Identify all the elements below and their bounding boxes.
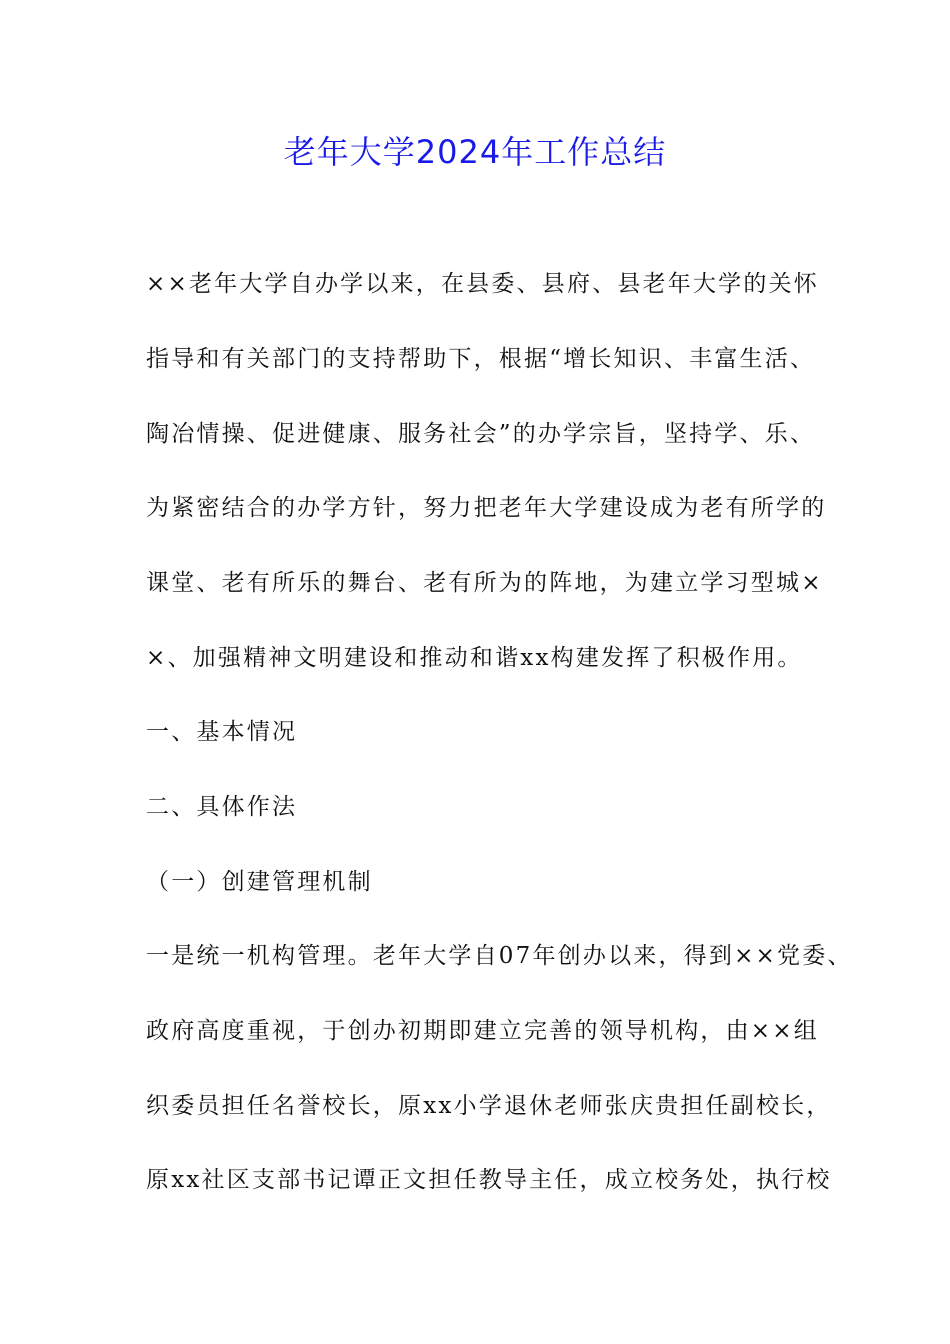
subsection-heading: （一）创建管理机制: [146, 869, 373, 895]
section-heading: 一、基本情况: [146, 719, 298, 745]
body-line: 陶冶情操、促进健康、服务社会”的办学宗旨，坚持学、乐、: [146, 421, 816, 447]
body-line: 织委员担任名誉校长，原xx小学退休老师张庆贵担任副校长，: [146, 1093, 832, 1119]
body-line: ××老年大学自办学以来，在县委、县府、县老年大学的关怀: [146, 271, 819, 297]
section-heading: 二、具体作法: [146, 794, 298, 820]
document-title: 老年大学2024年工作总结: [283, 133, 667, 171]
body-line: ×、加强精神文明建设和推动和谐xx构建发挥了积极作用。: [146, 645, 803, 671]
body-line: 政府高度重视，于创办初期即建立完善的领导机构，由××组: [146, 1018, 819, 1044]
body-line: 为紧密结合的办学方针，努力把老年大学建设成为老有所学的: [146, 495, 827, 521]
body-line: 一是统一机构管理。老年大学自07年创办以来，得到××党委、: [146, 943, 853, 969]
body-line: 原xx社区支部书记谭正文担任教导主任，成立校务处，执行校: [146, 1167, 832, 1193]
body-line: 课堂、老有所乐的舞台、老有所为的阵地，为建立学习型城×: [146, 570, 823, 596]
body-line: 指导和有关部门的支持帮助下，根据“增长知识、丰富生活、: [146, 346, 816, 372]
